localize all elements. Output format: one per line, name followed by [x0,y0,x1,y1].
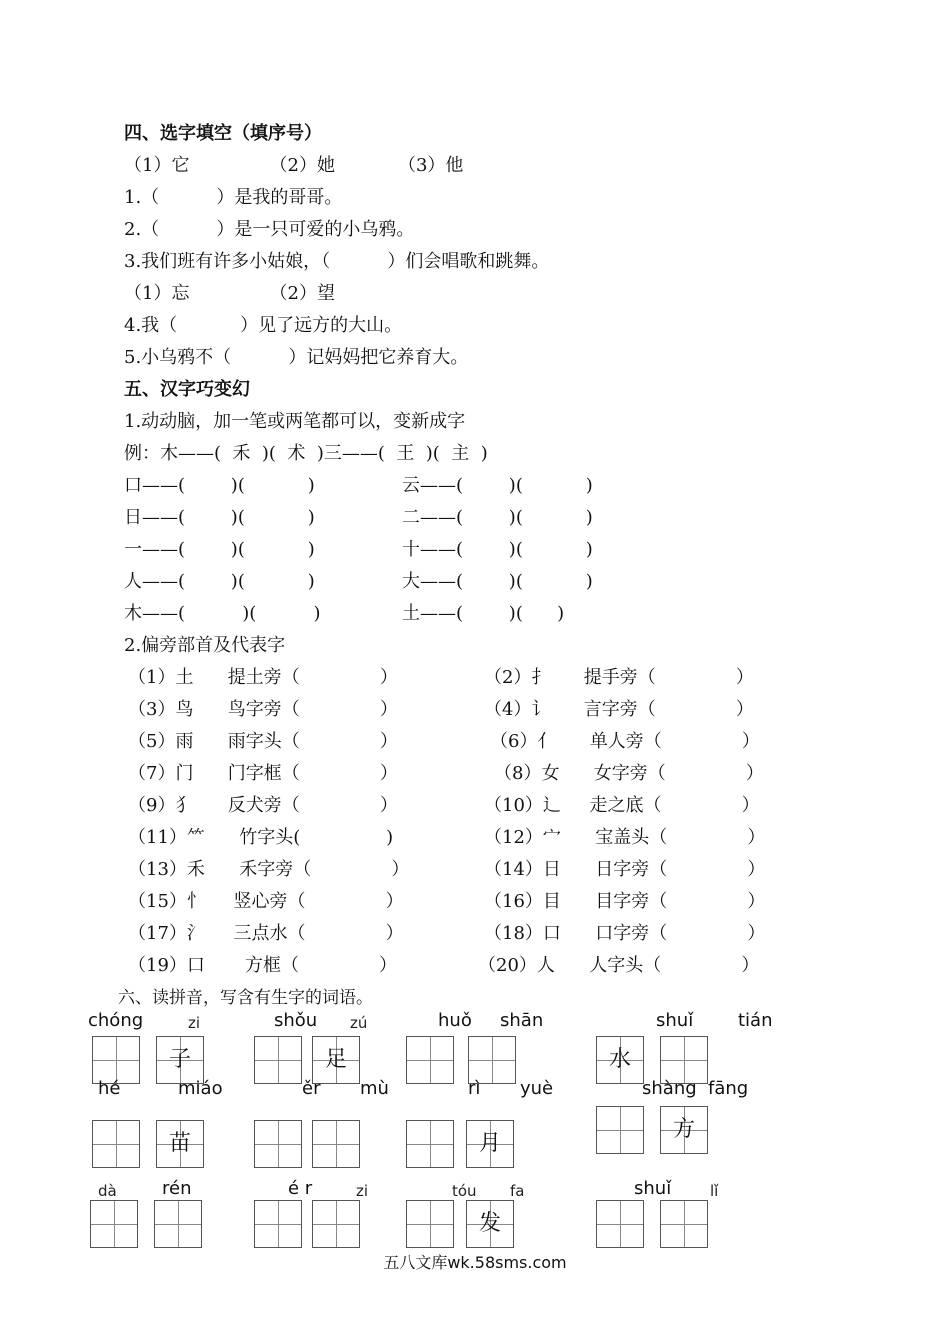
subsection-2-title: 2.偏旁部首及代表字 [124,635,286,656]
radical-item: （9）犭 反犬旁（ ） [128,795,398,816]
char-change-row: 云——( )( ) [402,475,593,496]
radical-item: （14）日 日字旁（ ） [484,859,766,880]
pinyin: zi [188,1014,201,1032]
writing-box[interactable] [660,1200,708,1248]
question-2: 2.（ ）是一只可爱的小乌鸦。 [124,219,415,240]
writing-box[interactable] [254,1036,302,1084]
options-line-2: （1）忘 （2）望 [124,283,336,304]
radical-item: （6）亻 单人旁（ ） [490,731,760,752]
pinyin: fāng [708,1078,749,1099]
box-character: 方 [672,1117,695,1142]
pinyin: lǐ [710,1182,719,1200]
pinyin: shuǐ [656,1010,694,1031]
writing-box[interactable] [406,1200,454,1248]
pinyin: shàng [642,1078,697,1099]
pinyin: zi [356,1182,369,1200]
radical-item: （12）宀 宝盖头（ ） [484,827,766,848]
radical-item: （8）女 女字旁（ ） [494,763,764,784]
radical-item: （3）鸟 鸟字旁（ ） [128,699,398,720]
writing-box[interactable] [660,1106,708,1154]
writing-box[interactable] [466,1200,514,1248]
writing-box[interactable] [406,1120,454,1168]
writing-box[interactable] [312,1120,360,1168]
writing-box[interactable] [468,1036,516,1084]
char-change-row: 土——( )( ) [402,603,565,624]
question-3: 3.我们班有许多小姑娘，（ ）们会唱歌和跳舞。 [124,251,550,272]
radical-item: （4）讠 言字旁（ ） [484,699,754,720]
box-character: 苗 [168,1131,191,1156]
writing-box[interactable] [466,1120,514,1168]
writing-box[interactable] [596,1106,644,1154]
pinyin: zú [350,1014,368,1032]
pinyin: ěr [302,1078,321,1099]
pinyin: mù [360,1078,389,1099]
pinyin: tóu [452,1182,477,1200]
radical-item: （11）⺮ 竹字头( ) [128,827,394,848]
writing-box[interactable] [90,1200,138,1248]
char-change-row: 人——( )( ) [124,571,315,592]
pinyin: rì [468,1078,481,1099]
radical-item: （15）忄 竖心旁（ ） [128,891,404,912]
box-character: 月 [478,1131,501,1156]
writing-box[interactable] [254,1120,302,1168]
box-character: 水 [608,1047,631,1072]
radical-item: （7）门 门字框（ ） [128,763,398,784]
pinyin: yuè [520,1078,554,1099]
section-4-title: 四、选字填空（填序号） [124,123,322,144]
radical-item: （10）辶 走之底（ ） [484,795,760,816]
box-character: 发 [478,1211,501,1236]
box-character: 子 [168,1047,191,1072]
writing-box[interactable] [660,1036,708,1084]
pinyin: shuǐ [634,1178,672,1199]
question-5: 5.小乌鸦不（ ）记妈妈把它养育大。 [124,347,469,368]
pinyin: shān [500,1010,544,1031]
radical-item: （16）目 目字旁（ ） [484,891,766,912]
radical-item: （1）土 提土旁（ ） [128,667,398,688]
pinyin: shǒu [274,1010,318,1031]
writing-box[interactable] [312,1036,360,1084]
pinyin: tián [738,1010,773,1031]
writing-box[interactable] [154,1200,202,1248]
example-line: 例：木——( 禾 )( 术 )三——( 王 )( 主 ) [124,443,488,464]
char-change-row: 木——( )( ) [124,603,321,624]
pinyin: miáo [178,1078,223,1099]
radical-item: （18）口 口字旁（ ） [484,923,766,944]
writing-box[interactable] [254,1200,302,1248]
char-change-row: 大——( )( ) [402,571,593,592]
pinyin: é r [288,1178,313,1199]
char-change-row: 一——( )( ) [124,539,315,560]
char-change-row: 十——( )( ) [402,539,593,560]
pinyin: dà [98,1182,117,1200]
pinyin: chóng [88,1010,144,1031]
subsection-1-title: 1.动动脑，加一笔或两笔都可以，变新成字 [124,411,466,432]
radical-item: （17）氵 三点水（ ） [128,923,404,944]
writing-box[interactable] [596,1200,644,1248]
question-4: 4.我（ ）见了远方的大山。 [124,315,403,336]
question-1: 1.（ ）是我的哥哥。 [124,187,343,208]
section-6-title: 六、读拼音，写含有生字的词语。 [118,988,373,1008]
section-5-title: 五、汉字巧变幻 [124,379,250,400]
radical-item: （13）禾 禾字旁（ ） [128,859,410,880]
radical-item: （20）人 人字头（ ） [478,955,760,976]
footer-watermark: 五八文库wk.58sms.com [383,1253,567,1272]
char-change-row: 口——( )( ) [124,475,315,496]
char-change-row: 二——( )( ) [402,507,593,528]
box-character: 足 [324,1047,347,1072]
char-change-row: 日——( )( ) [124,507,315,528]
pinyin: fa [510,1182,525,1200]
pinyin: hé [98,1078,121,1099]
writing-box[interactable] [156,1036,204,1084]
writing-box[interactable] [312,1200,360,1248]
radical-item: （2）扌 提手旁（ ） [484,667,754,688]
writing-box[interactable] [92,1036,140,1084]
writing-box[interactable] [156,1120,204,1168]
writing-box[interactable] [92,1120,140,1168]
radical-item: （5）雨 雨字头（ ） [128,731,398,752]
pinyin: rén [162,1178,192,1199]
writing-box[interactable] [406,1036,454,1084]
options-line-1: （1）它 （2）她 （3）他 [124,155,464,176]
radical-item: （19）口 方框（ ） [128,955,398,976]
pinyin: huǒ [438,1010,472,1031]
writing-box[interactable] [596,1036,644,1084]
